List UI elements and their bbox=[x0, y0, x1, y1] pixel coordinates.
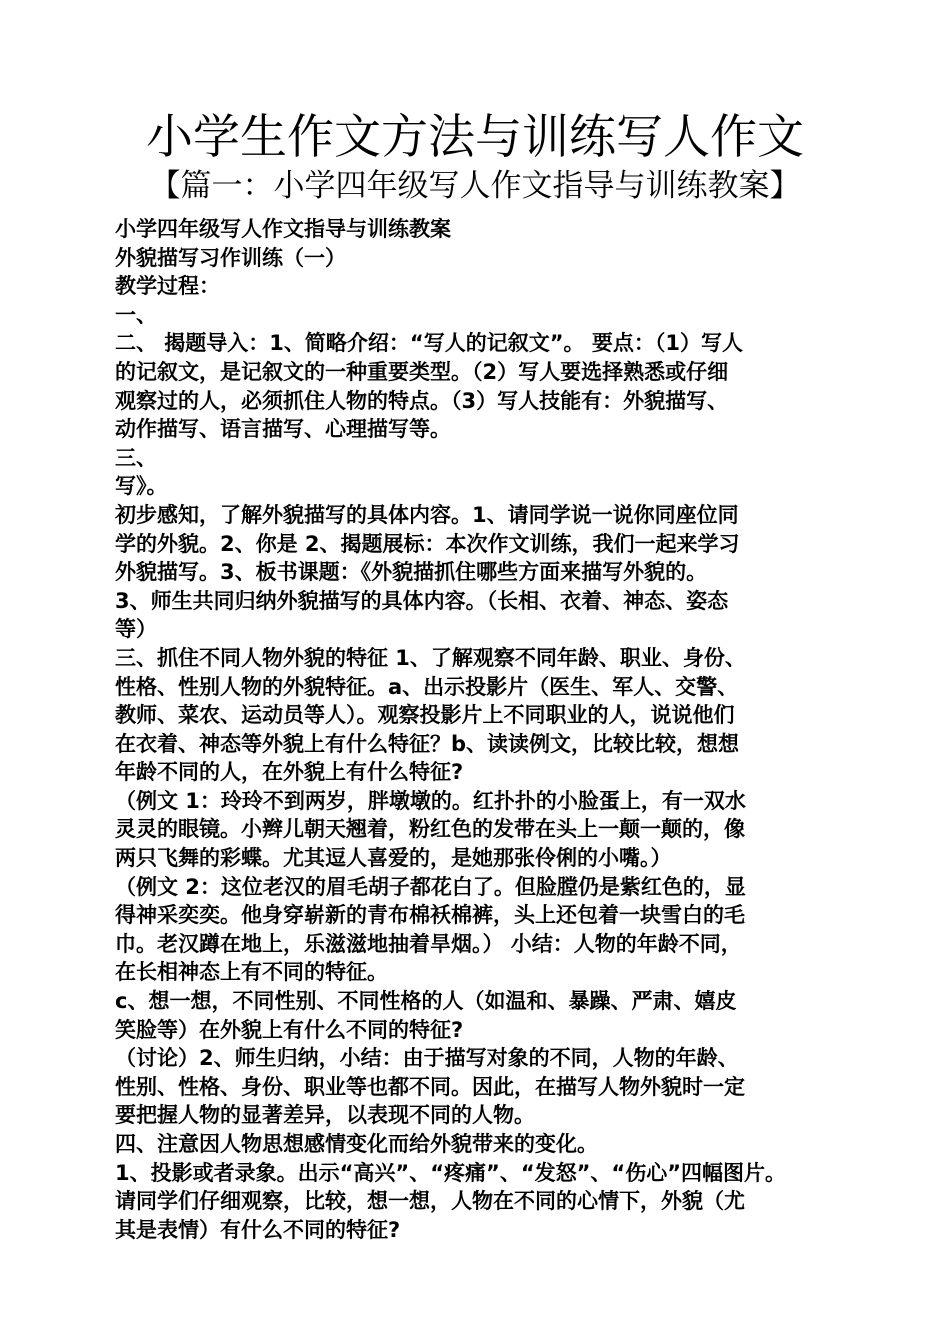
text-line: 写》。 bbox=[115, 474, 168, 499]
text-line: 二、 揭题导入：1、简略介绍：“写人的记叙文”。 要点：（1）写人 bbox=[115, 331, 743, 356]
text-line: （例文 1：玲玲不到两岁，胖墩墩的。红扑扑的小脸蛋上，有一双水 bbox=[115, 788, 746, 813]
text-line: 1、投影或者录象。出示“高兴”、“疼痛”、“发怒”、“伤心”四幅图片。 bbox=[115, 1160, 787, 1185]
text-line: 教学过程： bbox=[115, 274, 220, 299]
text-line: 要把握人物的显著差异，以表现不同的人物。 bbox=[115, 1103, 535, 1128]
text-line: （讨论）2、师生归纳，小结：由于描写对象的不同，人物的年龄、 bbox=[115, 1046, 739, 1071]
text-line: c、想一想，不同性别、不同性格的人（如温和、暴躁、严肃、嬉皮 bbox=[115, 989, 737, 1014]
text-line: （例文 2：这位老汉的眉毛胡子都花白了。但脸膛仍是紫红色的，显 bbox=[115, 874, 746, 899]
text-line: 请同学们仔细观察，比较，想一想，人物在不同的心情下，外貌（尤 bbox=[115, 1189, 745, 1214]
text-line: 动作描写、语言描写、心理描写等。 bbox=[115, 417, 451, 442]
text-line: 外貌描写习作训练（一） bbox=[115, 245, 346, 270]
text-line: 巾。老汉蹲在地上，乐滋滋地抽着旱烟。） 小结：人物的年龄不同， bbox=[115, 931, 742, 956]
text-line: 灵灵的眼镜。小辫儿朝天翘着，粉红色的发带在头上一颠一颠的，像 bbox=[115, 817, 745, 842]
text-line: 外貌描写。3、板书课题：《外貌描抓住哪些方面来描写外貌的。 bbox=[115, 560, 708, 585]
text-line: 笑脸等）在外貌上有什么不同的特征? bbox=[115, 1017, 464, 1042]
text-line: 的记叙文，是记叙文的一种重要类型。（2）写人要选择熟悉或仔细 bbox=[115, 359, 729, 384]
text-line: 3、师生共同归纳外貌描写的具体内容。（长相、衣着、神态、姿态 bbox=[115, 588, 729, 613]
text-line: 等） bbox=[115, 617, 157, 642]
text-line: 性格、性别人物的外貌特征。a、出示投影片（医生、军人、交警、 bbox=[115, 674, 739, 699]
text-line: 年龄不同的人，在外貌上有什么特征? bbox=[115, 760, 464, 785]
text-line: 初步感知，了解外貌描写的具体内容。1、请同学说一说你同座位同 bbox=[115, 502, 739, 527]
text-line: 在衣着、神态等外貌上有什么特征？b、读读例文，比较比较，想想 bbox=[115, 731, 740, 756]
text-line: 三、抓住不同人物外貌的特征 1、了解观察不同年龄、职业、身份、 bbox=[115, 645, 746, 670]
text-line: 观察过的人，必须抓住人物的特点。（3）写人技能有：外貌描写、 bbox=[115, 388, 729, 413]
text-line: 两只飞舞的彩蝶。尤其逗人喜爱的，是她那张伶俐的小嘴。） bbox=[115, 846, 672, 871]
text-line: 四、注意因人物思想感情变化而给外貌带来的变化。 bbox=[115, 1132, 598, 1156]
text-line: 其是表情）有什么不同的特征? bbox=[115, 1217, 401, 1242]
text-line: 三、 bbox=[115, 445, 157, 470]
text-line: 学的外貌。2、你是 2、揭题展标：本次作文训练，我们一起来学习 bbox=[115, 531, 740, 556]
document-title: 小学生作文方法与训练写人作文 bbox=[146, 110, 804, 165]
text-line: 一、 bbox=[115, 302, 157, 327]
text-line: 小学四年级写人作文指导与训练教案 bbox=[115, 217, 451, 241]
text-line: 在长相神态上有不同的特征。 bbox=[115, 960, 388, 985]
document-subtitle: 【篇一：小学四年级写人作文指导与训练教案】 bbox=[149, 168, 801, 204]
document-body bbox=[115, 215, 835, 1244]
text-line: 教师、菜农、运动员等人）。观察投影片上不同职业的人，说说他们 bbox=[115, 703, 735, 728]
text-line: 性别、性格、身份、职业等也都不同。因此，在描写人物外貌时一定 bbox=[115, 1074, 745, 1099]
text-line: 得神采奕奕。他身穿崭新的青布棉袄棉裤，头上还包着一块雪白的毛 bbox=[115, 903, 745, 928]
